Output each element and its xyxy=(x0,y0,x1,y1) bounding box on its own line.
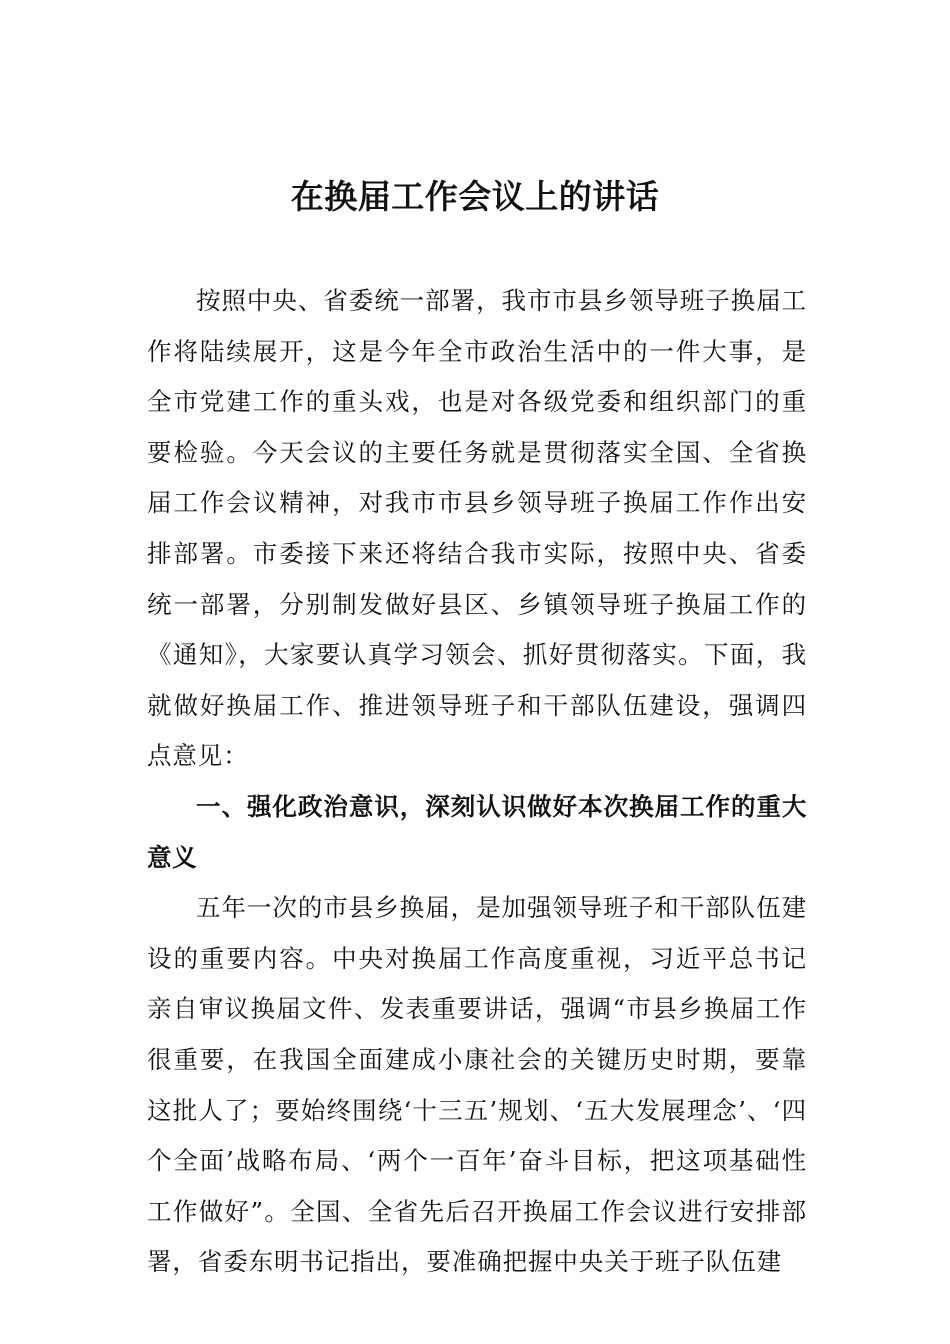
document-title: 在换届工作会议上的讲话 xyxy=(290,177,660,216)
intro-paragraph: 按照中央、省委统一部署，我市市县乡领导班子换届工作将陆续展开，这是今年全市政治生活中的一件大事，是全市党建工作的重头戏，也是对各级党委和组织部门的重要检验。今天会议的主要任务就是贯彻落实全国、全省换届工作会议精神，对我市市县乡领导班子换届工作作出安排部署。市委接下来还将结合我市实际，按照中央、省委统一部署，分别制发做好县区、乡镇领导班子换届工作的《通知》，大家要认真学习领会、抓好贯彻落实。下面，我就做好换届工作、推进领导班子和干部队伍建设，强调四点意见： xyxy=(147,286,807,771)
document-body xyxy=(147,276,807,1288)
section-1-paragraph: 五年一次的市县乡换届，是加强领导班子和干部队伍建设的重要内容。中央对换届工作高度重视，习近平总书记亲自审议换届文件、发表重要讲话，强调“市县乡换届工作很重要，在我国全面建成小康社会的关键历史时期，要靠这批人了；要始终围绕‘十三五’规划、‘五大发展理念’、‘四个全面’战略布局、‘两个一百年’奋斗目标，把这项基础性工作做好”。全国、全省先后召开换届工作会议进行安排部署，省委东明书记指出，要准确把握中央关于班子队伍建 xyxy=(147,893,807,1277)
section-heading-1: 一、强化政治意识，深刻认识做好本次换届工作的重大意义 xyxy=(147,791,807,872)
